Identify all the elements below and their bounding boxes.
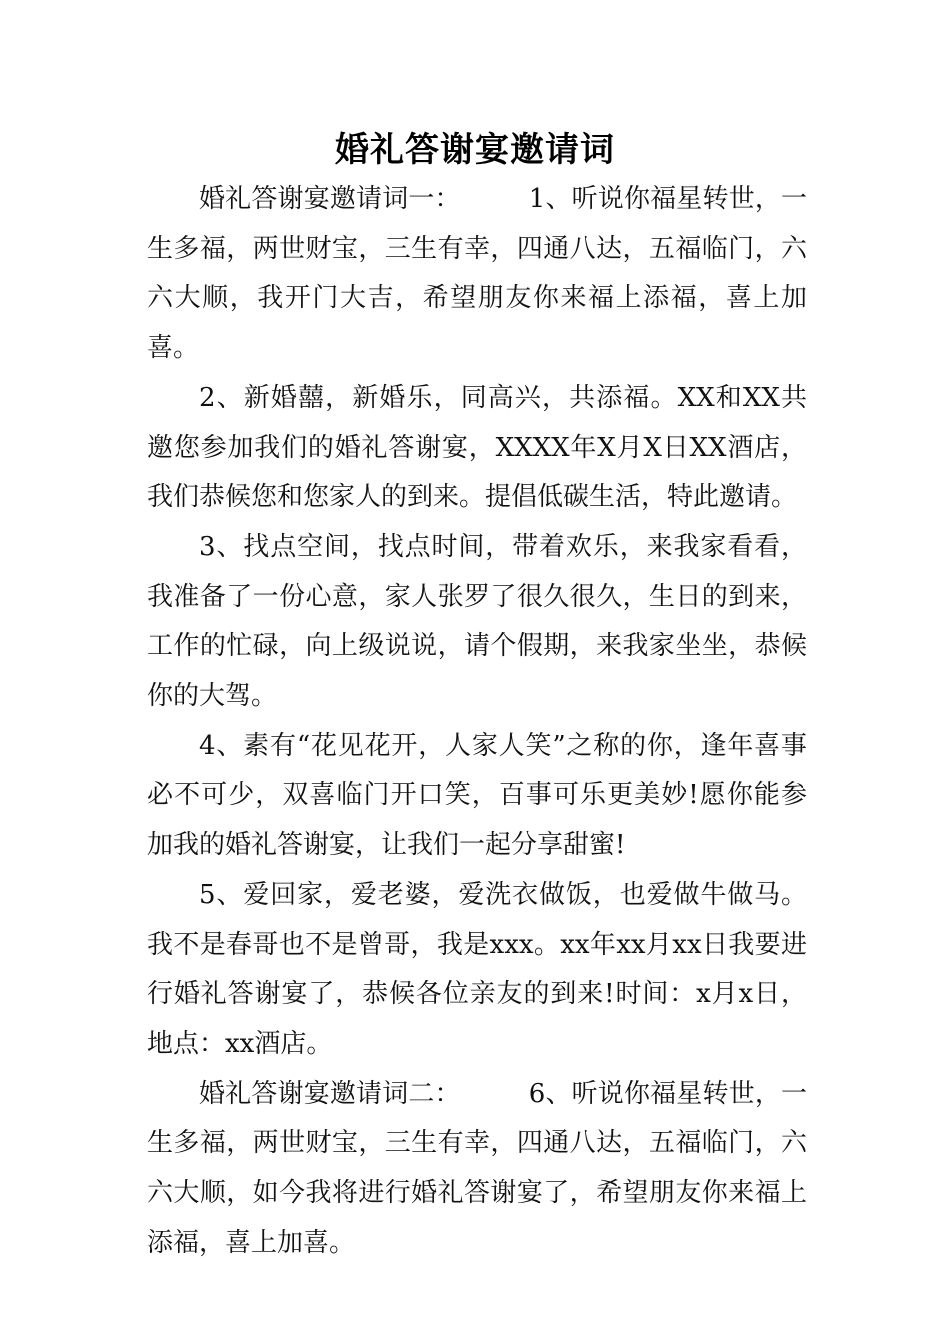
section-heading-1: 婚礼答谢宴邀请词一： [199, 184, 461, 214]
paragraph-text: 2、新婚囍，新婚乐，同高兴，共添福。XX和XX共邀您参加我们的婚礼答谢宴，XXXX年X月X日XX酒店，我们恭候您和您家人的到来。提倡低碳生活，特此邀请。 [147, 382, 807, 513]
document-title: 婚礼答谢宴邀请词 [335, 130, 615, 170]
paragraph-5 [147, 871, 807, 1070]
paragraph-text: 1、听说你福星转世，一生多福，两世财宝，三生有幸，四通八达，五福临门，六六大顺，我开门大吉，希望朋友你来福上添福，喜上加喜。 [147, 184, 807, 364]
paragraph-2 [147, 374, 807, 523]
paragraph-3 [147, 523, 807, 722]
paragraph-text: 5、爱回家，爱老婆，爱洗衣做饭，也爱做牛做马。我不是春哥也不是曾哥，我是xxx。xx年xx月xx日我要进行婚礼答谢宴了，恭候各位亲友的到来!时间：x月x日，地点：xx酒店。 [147, 879, 807, 1059]
paragraph-1 [147, 175, 807, 374]
paragraph-text: 3、找点空间，找点时间，带着欢乐，来我家看看，我准备了一份心意，家人张罗了很久很久，生日的到来，工作的忙碌，向上级说说，请个假期，来我家坐坐，恭候你的大驾。 [147, 531, 807, 712]
document-body [147, 175, 807, 1268]
section-heading-2: 婚礼答谢宴邀请词二： [199, 1078, 461, 1109]
paragraph-6 [147, 1070, 807, 1269]
paragraph-text: 4、素有“花见花开，人家人笑”之称的你，逢年喜事必不可少，双喜临门开口笑，百事可乐更美妙!愿你能参加我的婚礼答谢宴，让我们一起分享甜蜜! [147, 730, 807, 861]
paragraph-4 [147, 722, 807, 871]
paragraph-text: 6、听说你福星转世，一生多福，两世财宝，三生有幸，四通八达，五福临门，六六大顺，如今我将进行婚礼答谢宴了，希望朋友你来福上添福，喜上加喜。 [147, 1078, 807, 1258]
